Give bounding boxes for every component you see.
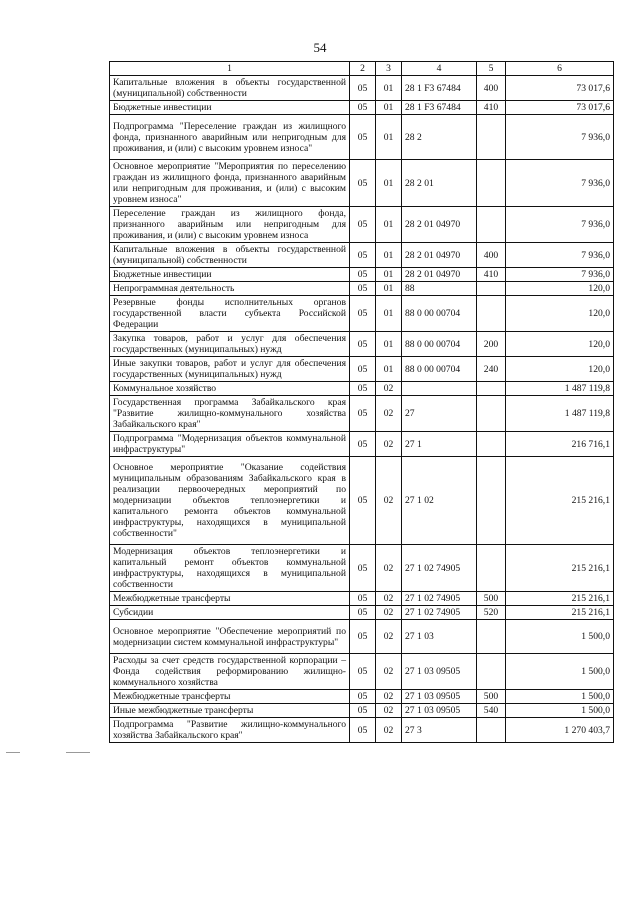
cell-subsection: 01 — [376, 207, 402, 243]
cell-section: 05 — [350, 704, 376, 718]
cell-amount: 215 216,1 — [506, 457, 614, 545]
cell-target-article: 28 2 01 04970 — [402, 268, 477, 282]
cell-amount: 1 487 119,8 — [506, 396, 614, 432]
cell-target-article: 28 2 01 04970 — [402, 243, 477, 268]
cell-target-article — [402, 382, 477, 396]
column-header: 2 — [350, 62, 376, 76]
cell-expense-type — [477, 396, 506, 432]
cell-expense-type — [477, 296, 506, 332]
cell-subsection: 02 — [376, 396, 402, 432]
cell-amount: 1 270 403,7 — [506, 718, 614, 743]
column-header: 4 — [402, 62, 477, 76]
cell-name: Подпрограмма "Переселение граждан из жилищного фонда, признанного аварийным или непригодным для проживания, и (или) с высоким уровнем износа" — [110, 115, 350, 160]
cell-expense-type: 500 — [477, 690, 506, 704]
cell-section: 05 — [350, 115, 376, 160]
cell-section: 05 — [350, 545, 376, 592]
table-row — [110, 357, 614, 382]
table-row — [110, 704, 614, 718]
cell-target-article: 27 1 03 09505 — [402, 704, 477, 718]
cell-expense-type: 410 — [477, 101, 506, 115]
cell-name: Бюджетные инвестиции — [110, 268, 350, 282]
cell-target-article: 28 2 01 04970 — [402, 207, 477, 243]
cell-target-article: 88 0 00 00704 — [402, 332, 477, 357]
cell-section: 05 — [350, 357, 376, 382]
cell-target-article: 27 1 03 09505 — [402, 654, 477, 690]
table-header-row — [110, 62, 614, 76]
cell-name: Непрограммная деятельность — [110, 282, 350, 296]
column-header: 6 — [506, 62, 614, 76]
cell-subsection: 01 — [376, 332, 402, 357]
cell-amount: 1 500,0 — [506, 704, 614, 718]
cell-subsection: 02 — [376, 545, 402, 592]
cell-expense-type — [477, 718, 506, 743]
cell-section: 05 — [350, 101, 376, 115]
cell-amount: 120,0 — [506, 332, 614, 357]
table-row — [110, 282, 614, 296]
cell-amount: 1 487 119,8 — [506, 382, 614, 396]
cell-expense-type: 240 — [477, 357, 506, 382]
table-row — [110, 690, 614, 704]
cell-target-article: 27 — [402, 396, 477, 432]
cell-subsection: 01 — [376, 357, 402, 382]
cell-section: 05 — [350, 606, 376, 620]
cell-subsection: 02 — [376, 718, 402, 743]
cell-section: 05 — [350, 592, 376, 606]
cell-target-article: 88 — [402, 282, 477, 296]
table-row — [110, 268, 614, 282]
cell-amount: 7 936,0 — [506, 115, 614, 160]
cell-amount: 73 017,6 — [506, 76, 614, 101]
cell-amount: 7 936,0 — [506, 207, 614, 243]
cell-subsection: 01 — [376, 296, 402, 332]
cell-amount: 1 500,0 — [506, 620, 614, 654]
cell-name: Переселение граждан из жилищного фонда, признанного аварийным или непригодным для проживания, и (или) с высоким уровнем износа — [110, 207, 350, 243]
cell-name: Расходы за счет средств государственной корпорации – Фонда содействия реформированию жилищно-коммунального хозяйства — [110, 654, 350, 690]
cell-amount: 120,0 — [506, 282, 614, 296]
cell-expense-type: 520 — [477, 606, 506, 620]
cell-target-article: 88 0 00 00704 — [402, 357, 477, 382]
table-row — [110, 396, 614, 432]
cell-target-article: 27 1 03 09505 — [402, 690, 477, 704]
cell-target-article: 28 1 F3 67484 — [402, 76, 477, 101]
margin-mark — [6, 752, 20, 753]
table-row — [110, 101, 614, 115]
cell-expense-type: 410 — [477, 268, 506, 282]
cell-expense-type — [477, 115, 506, 160]
cell-subsection: 01 — [376, 101, 402, 115]
cell-section: 05 — [350, 243, 376, 268]
cell-target-article: 88 0 00 00704 — [402, 296, 477, 332]
cell-target-article: 28 2 — [402, 115, 477, 160]
cell-subsection: 02 — [376, 592, 402, 606]
table-row — [110, 332, 614, 357]
cell-subsection: 01 — [376, 76, 402, 101]
column-header: 3 — [376, 62, 402, 76]
cell-amount: 7 936,0 — [506, 268, 614, 282]
cell-amount: 215 216,1 — [506, 592, 614, 606]
cell-expense-type — [477, 457, 506, 545]
cell-expense-type: 400 — [477, 243, 506, 268]
budget-table — [109, 61, 614, 743]
cell-expense-type — [477, 382, 506, 396]
cell-amount: 1 500,0 — [506, 654, 614, 690]
cell-section: 05 — [350, 76, 376, 101]
cell-name: Иные закупки товаров, работ и услуг для обеспечения государственных (муниципальных) нужд — [110, 357, 350, 382]
cell-target-article: 27 1 02 74905 — [402, 606, 477, 620]
cell-target-article: 27 1 02 74905 — [402, 545, 477, 592]
margin-mark — [66, 752, 90, 753]
cell-section: 05 — [350, 332, 376, 357]
table-row — [110, 382, 614, 396]
cell-expense-type: 200 — [477, 332, 506, 357]
cell-expense-type: 500 — [477, 592, 506, 606]
cell-subsection: 02 — [376, 457, 402, 545]
cell-target-article: 27 1 03 — [402, 620, 477, 654]
table-row — [110, 457, 614, 545]
cell-section: 05 — [350, 457, 376, 545]
cell-section: 05 — [350, 396, 376, 432]
cell-name: Субсидии — [110, 606, 350, 620]
table-row — [110, 654, 614, 690]
cell-amount: 215 216,1 — [506, 606, 614, 620]
cell-expense-type — [477, 160, 506, 207]
cell-subsection: 01 — [376, 243, 402, 268]
cell-amount: 215 216,1 — [506, 545, 614, 592]
table-row — [110, 545, 614, 592]
cell-name: Капитальные вложения в объекты государственной (муниципальной) собственности — [110, 76, 350, 101]
cell-name: Подпрограмма "Развитие жилищно-коммунального хозяйства Забайкальского края" — [110, 718, 350, 743]
cell-subsection: 02 — [376, 620, 402, 654]
cell-amount: 216 716,1 — [506, 432, 614, 457]
cell-section: 05 — [350, 718, 376, 743]
cell-subsection: 01 — [376, 115, 402, 160]
cell-expense-type — [477, 545, 506, 592]
cell-name: Государственная программа Забайкальского края "Развитие жилищно-коммунального хозяйства Забайкальского края" — [110, 396, 350, 432]
cell-subsection: 02 — [376, 704, 402, 718]
cell-amount: 7 936,0 — [506, 243, 614, 268]
column-header: 5 — [477, 62, 506, 76]
column-header: 1 — [110, 62, 350, 76]
cell-name: Подпрограмма "Модернизация объектов коммунальной инфраструктуры" — [110, 432, 350, 457]
cell-subsection: 02 — [376, 654, 402, 690]
cell-subsection: 02 — [376, 690, 402, 704]
table-row — [110, 115, 614, 160]
cell-target-article: 27 3 — [402, 718, 477, 743]
cell-section: 05 — [350, 207, 376, 243]
table-row — [110, 243, 614, 268]
cell-name: Межбюджетные трансферты — [110, 592, 350, 606]
cell-amount: 7 936,0 — [506, 160, 614, 207]
cell-name: Основное мероприятие "Обеспечение мероприятий по модернизации систем коммунальной инфраструктуры" — [110, 620, 350, 654]
cell-name: Бюджетные инвестиции — [110, 101, 350, 115]
cell-subsection: 02 — [376, 432, 402, 457]
cell-target-article: 27 1 02 — [402, 457, 477, 545]
cell-subsection: 01 — [376, 268, 402, 282]
table-row — [110, 296, 614, 332]
cell-expense-type — [477, 282, 506, 296]
page-number: 54 — [313, 40, 327, 55]
cell-name: Иные межбюджетные трансферты — [110, 704, 350, 718]
cell-expense-type — [477, 620, 506, 654]
cell-subsection: 02 — [376, 606, 402, 620]
cell-amount: 73 017,6 — [506, 101, 614, 115]
cell-name: Модернизация объектов теплоэнергетики и капитальный ремонт объектов коммунальной инфраструктуры, находящихся в муниципальной собственности — [110, 545, 350, 592]
cell-subsection: 01 — [376, 282, 402, 296]
cell-section: 05 — [350, 620, 376, 654]
table-row — [110, 620, 614, 654]
cell-section: 05 — [350, 160, 376, 207]
cell-target-article: 27 1 02 74905 — [402, 592, 477, 606]
cell-amount: 120,0 — [506, 357, 614, 382]
cell-section: 05 — [350, 296, 376, 332]
table-row — [110, 432, 614, 457]
table-row — [110, 160, 614, 207]
cell-expense-type — [477, 432, 506, 457]
table-row — [110, 606, 614, 620]
cell-section: 05 — [350, 654, 376, 690]
cell-section: 05 — [350, 432, 376, 457]
cell-section: 05 — [350, 268, 376, 282]
table-row — [110, 592, 614, 606]
table-row — [110, 718, 614, 743]
cell-target-article: 27 1 — [402, 432, 477, 457]
cell-subsection: 02 — [376, 382, 402, 396]
cell-name: Межбюджетные трансферты — [110, 690, 350, 704]
cell-name: Коммунальное хозяйство — [110, 382, 350, 396]
cell-amount: 1 500,0 — [506, 690, 614, 704]
cell-section: 05 — [350, 282, 376, 296]
cell-subsection: 01 — [376, 160, 402, 207]
cell-expense-type — [477, 207, 506, 243]
cell-target-article: 28 2 01 — [402, 160, 477, 207]
cell-target-article: 28 1 F3 67484 — [402, 101, 477, 115]
cell-section: 05 — [350, 690, 376, 704]
cell-expense-type: 540 — [477, 704, 506, 718]
cell-name: Закупка товаров, работ и услуг для обеспечения государственных (муниципальных) нужд — [110, 332, 350, 357]
cell-name: Основное мероприятие "Оказание содействия муниципальным образованиям Забайкальского края в реализации первоочередных мероприятий по модернизации объектов теплоэнергетики и капитального ремонта объектов коммунальной инфраструктуры, находящихся в муниципальной собственности" — [110, 457, 350, 545]
cell-expense-type: 400 — [477, 76, 506, 101]
table-row — [110, 207, 614, 243]
cell-name: Основное мероприятие "Мероприятия по переселению граждан из жилищного фонда, признанного аварийным или непригодным для проживания, и (или) с высоким уровнем износа" — [110, 160, 350, 207]
cell-section: 05 — [350, 382, 376, 396]
table-row — [110, 76, 614, 101]
cell-amount: 120,0 — [506, 296, 614, 332]
cell-expense-type — [477, 654, 506, 690]
cell-name: Резервные фонды исполнительных органов государственной власти субъекта Российской Федерации — [110, 296, 350, 332]
cell-name: Капитальные вложения в объекты государственной (муниципальной) собственности — [110, 243, 350, 268]
